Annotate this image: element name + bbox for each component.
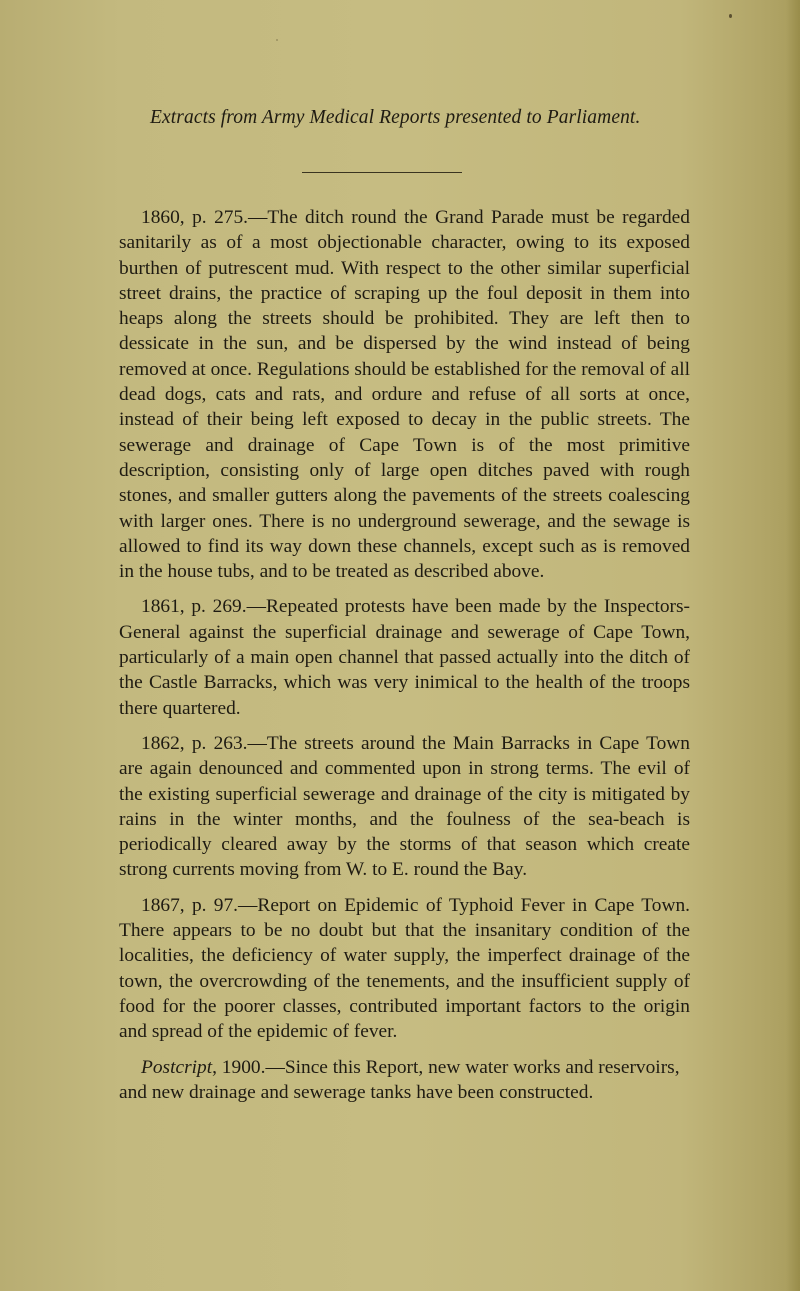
entry-1860	[119, 205, 690, 584]
entry-citation: 1860, p. 275.	[141, 207, 249, 228]
postscript-citation: , 1900.	[212, 1056, 266, 1078]
entry-1862	[119, 731, 690, 883]
entry-text: —Report on Epidemic of Typhoid Fever in Cape Town. There appears to be no doubt but that the insanitary condition of the localities, the deficiency of water supply, the imperfect drainage of the town, the overcrowding of the tenements, and the insufficient supply of food for the poorer classes, contributed important factors to the origin and spread of the epidemic of fever.	[119, 894, 690, 1043]
entry-1861	[119, 594, 690, 720]
entry-1867	[119, 893, 690, 1045]
paper-speck	[276, 39, 278, 41]
page-edge-shadow	[786, 0, 800, 1291]
postscript-text: —Since this Report, new water works and reservoirs, and new drainage and sewerage tanks have been constructed.	[119, 1056, 680, 1103]
entry-citation: 1862, p. 263.	[141, 732, 248, 754]
running-title: Extracts from Army Medical Reports presented to Parliament.	[150, 107, 641, 128]
entry-citation: 1861, p. 269.	[141, 596, 247, 618]
entry-text: —The streets around the Main Barracks in Cape Town are again denounced and commented upon in strong terms. The evil of the existing superficial sewerage and drainage of the city is mitigated by rains in the winter months, and the foulness of the sea-beach is periodically cleared away by the storms of that season which create strong currents moving from W. to E. round the Bay.	[119, 732, 691, 881]
paper-speck	[729, 14, 732, 18]
entry-text: —The ditch round the Grand Parade must be regarded sanitarily as of a most objectionable character, owing to its exposed burthen of putrescent mud. With respect to the other similar superficial street drains, the practice of scraping up the foul deposit in them into heaps along the streets should be prohibited. They are left then to dessicate in the sun, and be dispersed by the wind instead of being removed at once. Regulations should be established for the removal of all dead dogs, cats and rats, and ordure and refuse of all sorts at once, instead of their being left exposed to decay in the public streets. The sewerage and drainage of Cape Town is of the most primitive description, consisting only of large open ditches paved with rough stones, and smaller gutters along the pavements of the streets coalescing with larger ones. There is no underground sewerage, and the sewage is allowed to find its way down these channels, except such as is removed in the house tubs, and to be treated as described above.	[119, 207, 690, 583]
entry-text: —Repeated protests have been made by the Inspectors-General against the superficial drainage and sewerage of Cape Town, particularly of a main open channel that passed actually into the ditch of the Castle Barracks, which was very inimical to the health of the troops there quartered.	[119, 596, 690, 719]
postscript-1900	[119, 1055, 690, 1106]
title-rule-divider	[302, 172, 462, 173]
entry-citation: 1867, p. 97.	[141, 894, 239, 916]
postscript-label: Postcript	[141, 1056, 213, 1078]
body-text	[119, 205, 690, 1115]
